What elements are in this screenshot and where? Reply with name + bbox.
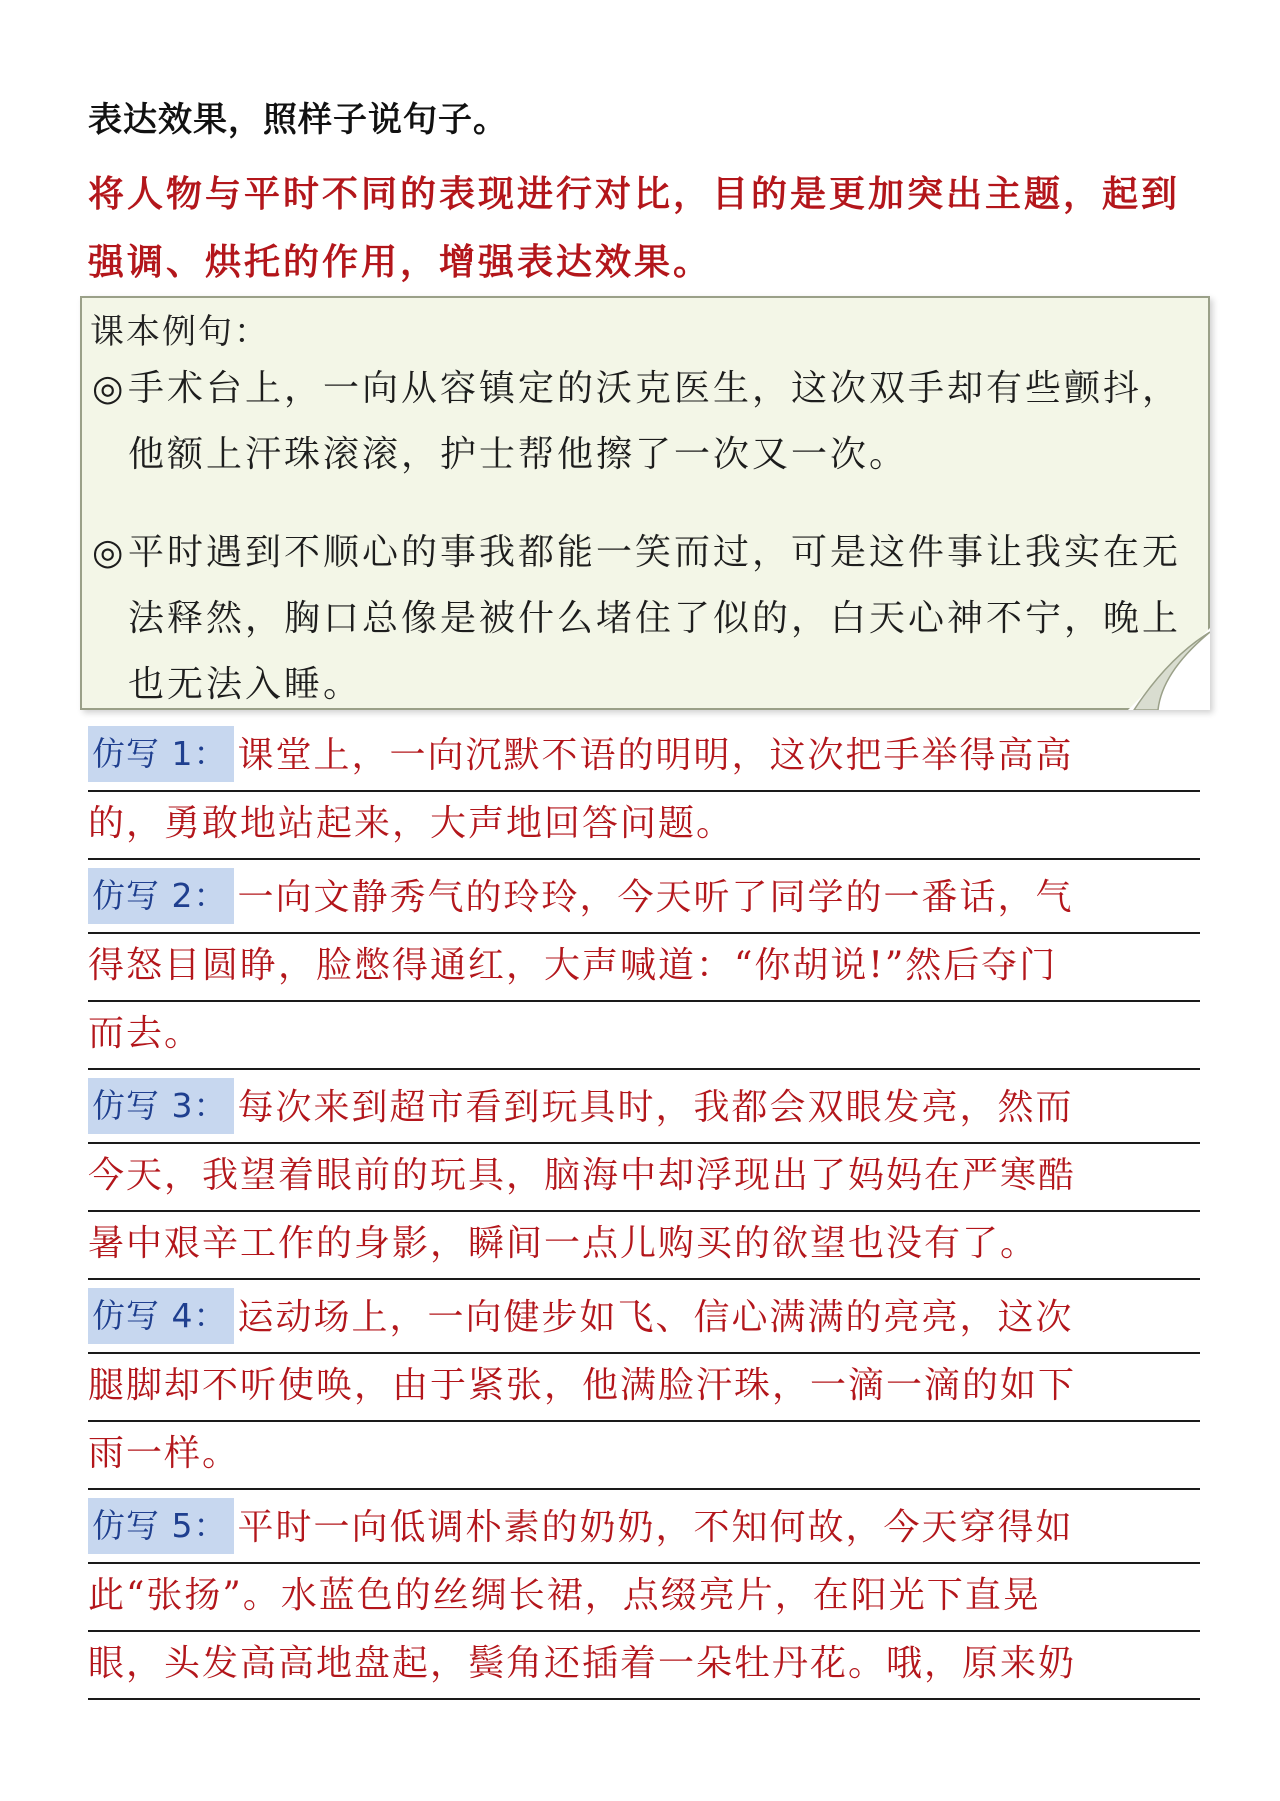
imitation-line: 眼，头发高高地盘起，鬓角还插着一朵牡丹花。哦，原来奶 (88, 1632, 1200, 1700)
imitation-label: 仿写 4： (88, 1288, 234, 1344)
example-sentence (92, 356, 1202, 488)
page-heading: 表达效果，照样子说句子。 (88, 100, 508, 140)
intro-paragraph (88, 160, 1200, 296)
bullet-icon: ◎ (92, 368, 127, 409)
imitation-line: 每次来到超市看到玩具时，我都会双眼发亮，然而 (237, 1087, 1074, 1128)
imitation-line: 而去。 (88, 1002, 1200, 1070)
imitation-line: 的，勇敢地站起来，大声地回答问题。 (88, 792, 1200, 860)
imitation-4 (88, 1286, 1200, 1490)
imitation-line: 雨一样。 (88, 1422, 1200, 1490)
example-line: 他额上汗珠滚滚，护士帮他擦了一次又一次。 (128, 434, 909, 475)
example-sentence (92, 520, 1202, 718)
imitation-label: 仿写 2： (88, 868, 234, 924)
imitation-label: 仿写 5： (88, 1498, 234, 1554)
imitation-3 (88, 1076, 1200, 1280)
imitation-line: 平时一向低调朴素的奶奶，不知何故，今天穿得如 (237, 1507, 1074, 1548)
imitation-line: 运动场上，一向健步如飞、信心满满的亮亮，这次 (237, 1297, 1074, 1338)
imitation-line: 此“张扬”。水蓝色的丝绸长裙，点缀亮片，在阳光下直晃 (88, 1564, 1200, 1632)
example-line: 法释然，胸口总像是被什么堵住了似的，白天心神不宁，晚上 (128, 598, 1182, 639)
example-line: 手术台上，一向从容镇定的沃克医生，这次双手却有些颤抖， (128, 368, 1182, 409)
imitation-2 (88, 866, 1200, 1070)
imitation-label: 仿写 3： (88, 1078, 234, 1134)
example-line: 也无法入睡。 (128, 664, 363, 705)
textbook-examples-box (80, 296, 1210, 710)
imitation-line: 腿脚却不听使唤，由于紧张，他满脸汗珠，一滴一滴的如下 (88, 1354, 1200, 1422)
page-curl-icon (1128, 628, 1210, 710)
imitation-line: 暑中艰辛工作的身影，瞬间一点儿购买的欲望也没有了。 (88, 1212, 1200, 1280)
imitation-line: 课堂上，一向沉默不语的明明，这次把手举得高高 (237, 735, 1074, 776)
example-line: 平时遇到不顺心的事我都能一笑而过，可是这件事让我实在无 (128, 532, 1182, 573)
intro-line: 将人物与平时不同的表现进行对比，目的是更加突出主题，起到 (88, 173, 1181, 215)
imitation-line: 得怒目圆睁，脸憋得通红，大声喊道：“你胡说!”然后夺门 (88, 934, 1200, 1002)
imitation-label: 仿写 1： (88, 726, 234, 782)
examples-title: 课本例句： (90, 312, 270, 352)
imitation-line: 一向文静秀气的玲玲，今天听了同学的一番话，气 (237, 877, 1074, 918)
imitation-line: 今天，我望着眼前的玩具，脑海中却浮现出了妈妈在严寒酷 (88, 1144, 1200, 1212)
intro-line: 强调、烘托的作用，增强表达效果。 (88, 241, 713, 283)
imitation-5 (88, 1496, 1200, 1700)
imitation-1 (88, 724, 1200, 860)
bullet-icon: ◎ (92, 532, 127, 573)
